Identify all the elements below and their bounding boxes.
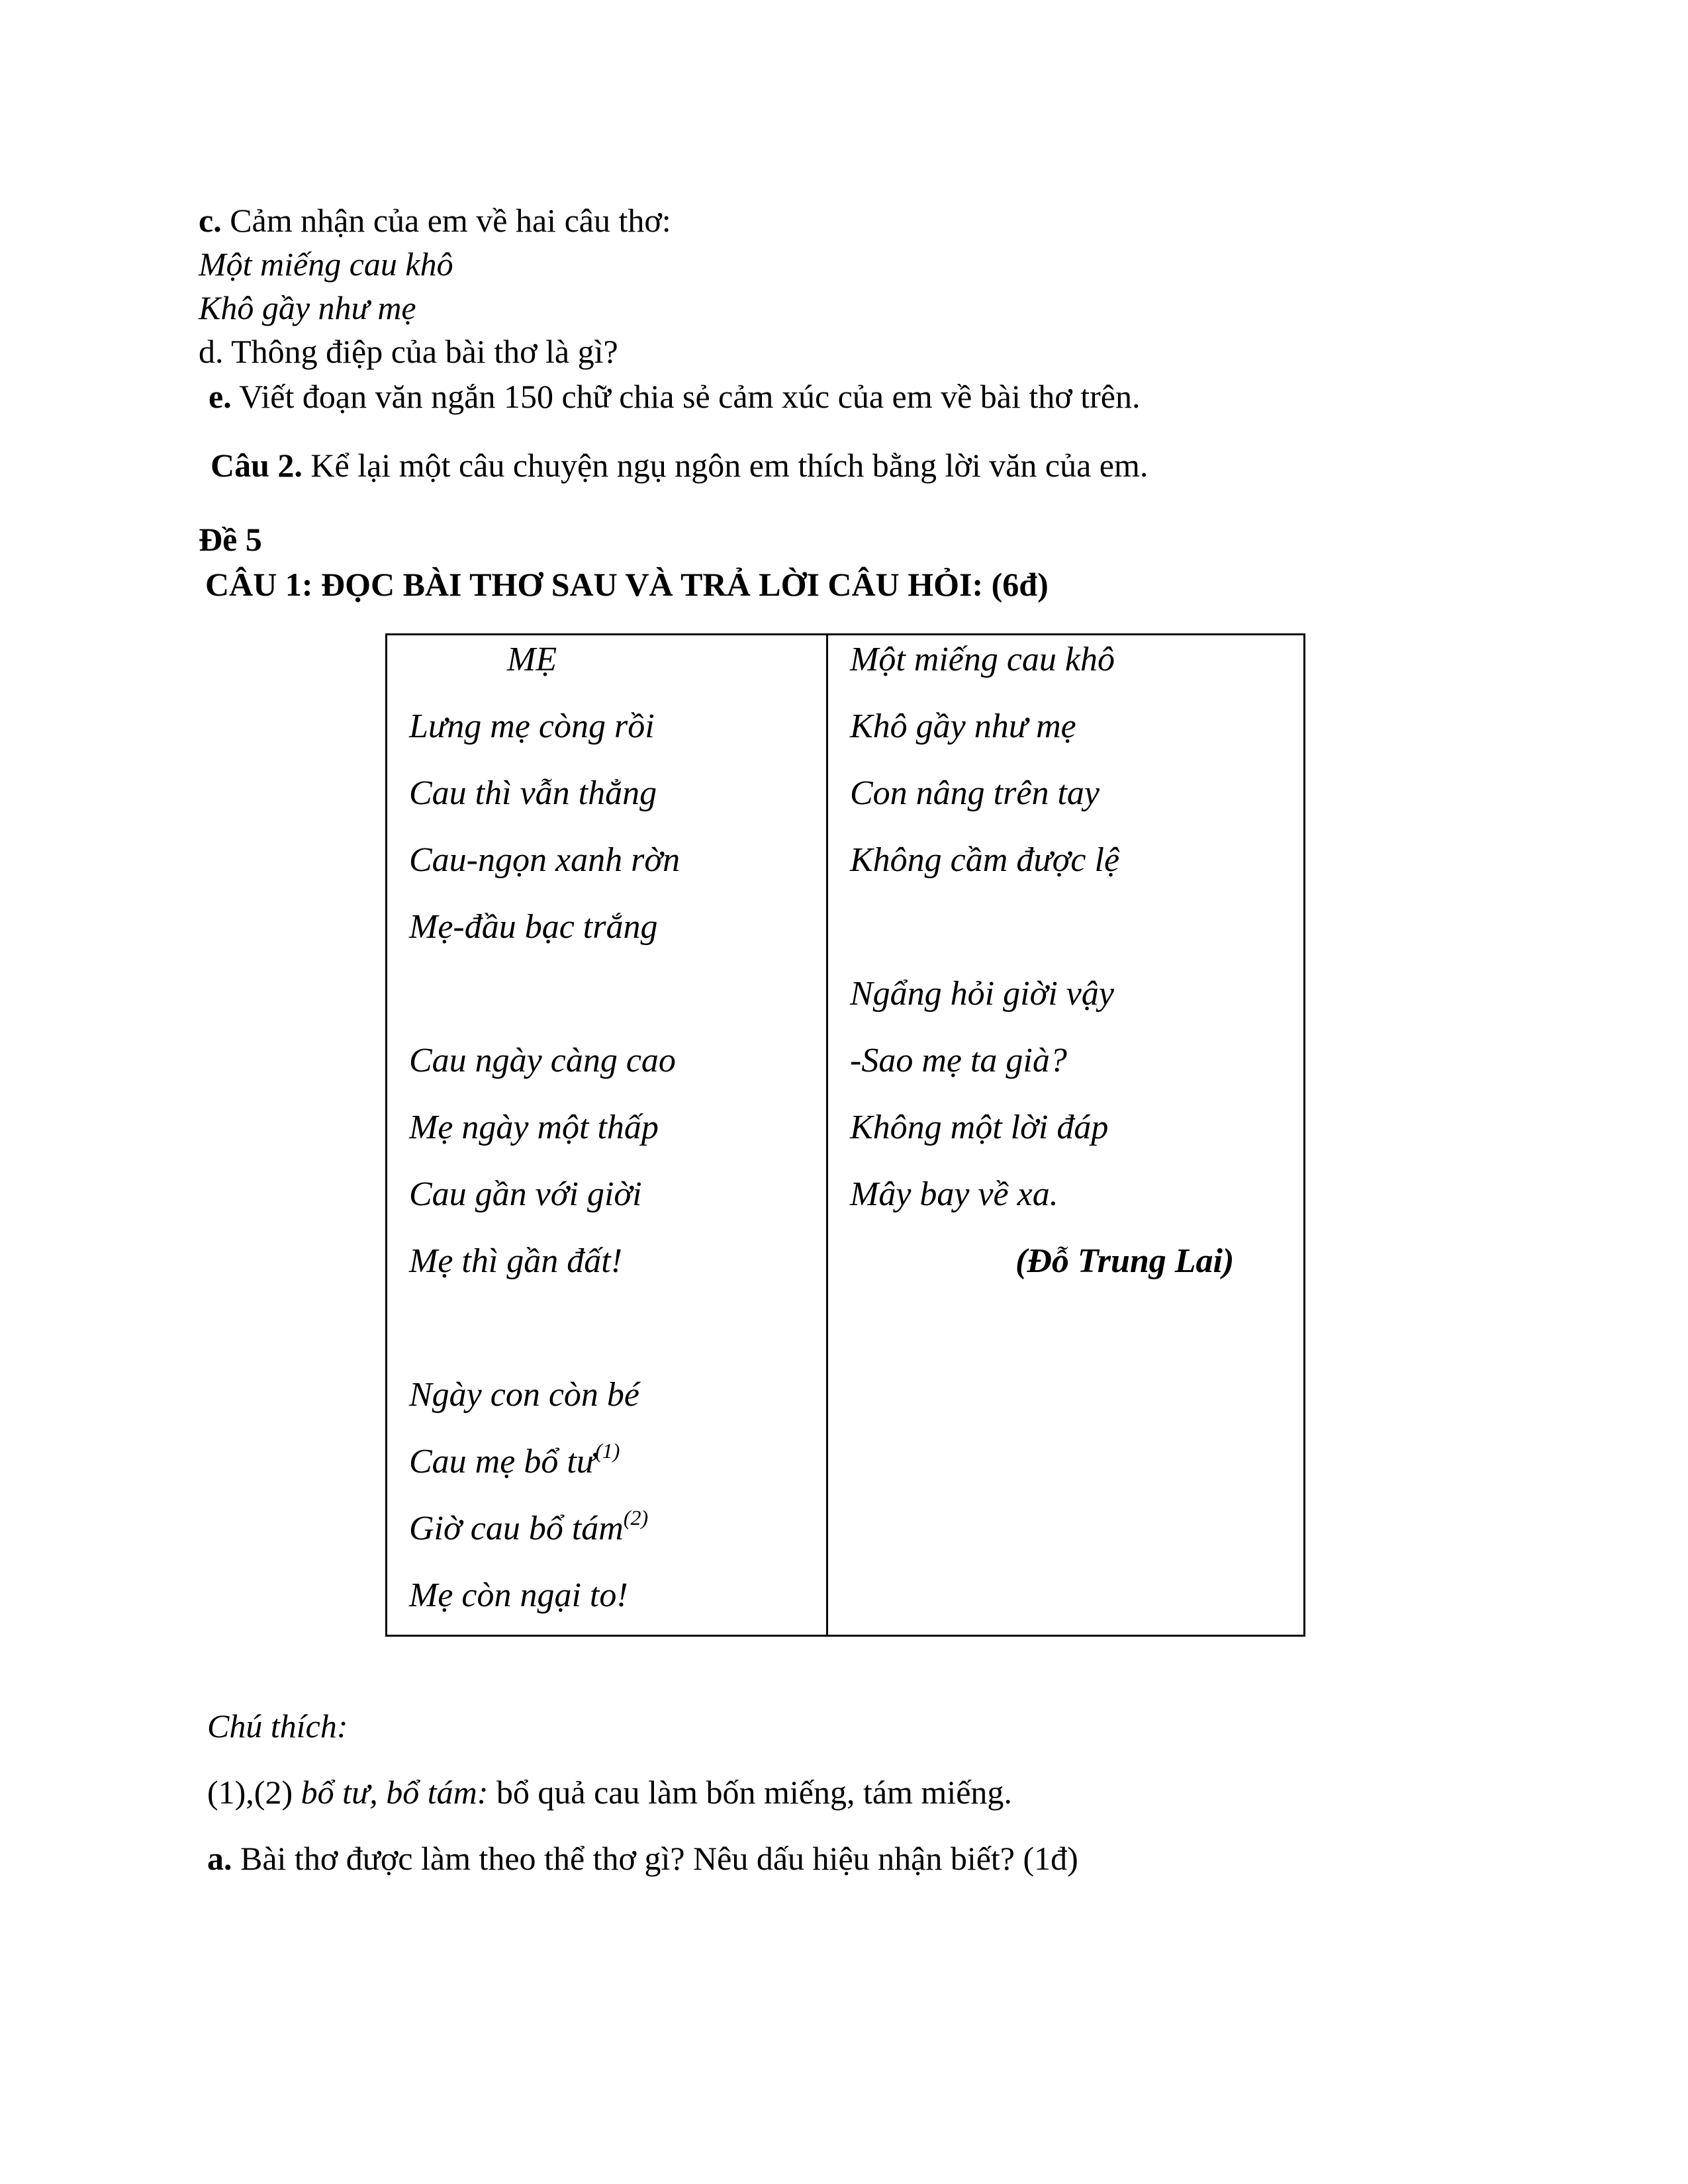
question-c-quote-line1: Một miếng cau khô — [199, 246, 453, 283]
poem-line: Mẹ thì gần đất! — [409, 1242, 623, 1280]
question-c-quote-line2: Khô gầy như mẹ — [199, 289, 416, 326]
cau1-heading: CÂU 1: ĐỌC BÀI THƠ SAU VÀ TRẢ LỜI CÂU HỎI: (6đ) — [205, 566, 1049, 603]
cau2-label: Câu 2. — [211, 447, 303, 484]
question-c-label: c. — [199, 202, 222, 239]
question-e-label: e. — [209, 378, 232, 415]
notes-definition — [207, 1770, 1012, 1814]
poem-stanza-break — [409, 970, 680, 1036]
poem-right-column — [850, 635, 1234, 1304]
poem-stanza-break — [850, 903, 1234, 970]
footnote-mark-2: (2) — [623, 1506, 649, 1529]
poem-line: Mẹ còn ngại to! — [409, 1576, 628, 1614]
poem-line: Khô gầy như mẹ — [850, 707, 1076, 745]
poem-line-with-note — [409, 1437, 680, 1504]
poem-line: Cau thì vẫn thẳng — [409, 774, 657, 812]
cau2 — [211, 443, 1148, 487]
notes-heading: Chú thích: — [207, 1707, 348, 1745]
poem-line: Một miếng cau khô — [850, 641, 1115, 678]
poem-line: Con nâng trên tay — [850, 774, 1100, 812]
poem-line: Cau ngày càng cao — [409, 1042, 676, 1079]
notes-definition-text: bổ quả cau làm bốn miếng, tám miếng. — [488, 1774, 1012, 1811]
poem-line-text: Giờ cau bổ tám — [409, 1510, 624, 1547]
notes-marks: (1),(2) — [207, 1774, 301, 1811]
poem-line: Không một lời đáp — [850, 1109, 1109, 1146]
poem-line: Lưng mẹ còng rồi — [409, 707, 655, 745]
poem-title: MẸ — [507, 641, 557, 678]
poem-line: Cau gần với giời — [409, 1175, 642, 1213]
poem-table — [385, 633, 1305, 1637]
question-c-text: Cảm nhận của em về hai câu thơ: — [221, 202, 671, 239]
question-e — [209, 375, 1140, 418]
poem-line-text: Cau mẹ bổ tư — [409, 1443, 596, 1480]
question-a-text: Bài thơ được làm theo thể thơ gì? Nêu dấu hiệu nhận biết? (1đ) — [232, 1840, 1078, 1877]
poem-line: Ngẩng hỏi giời vậy — [850, 975, 1114, 1013]
poem-line: Mẹ-đầu bạc trắng — [409, 908, 658, 946]
poem-line: -Sao mẹ ta già? — [850, 1042, 1067, 1079]
poem-line: Mẹ ngày một thấp — [409, 1109, 659, 1146]
poem-line: Ngày con còn bé — [409, 1376, 640, 1414]
poem-stanza-break — [409, 1304, 680, 1371]
question-e-text: Viết đoạn văn ngắn 150 chữ chia sẻ cảm xúc của em về bài thơ trên. — [231, 378, 1141, 415]
notes-terms: bổ tư, bổ tám: — [301, 1774, 489, 1811]
poem-line-with-note — [409, 1504, 680, 1571]
poem-line: Cau-ngọn xanh rờn — [409, 841, 680, 879]
de5-title: Đề 5 — [199, 521, 262, 558]
poem-line: Không cầm được lệ — [850, 841, 1120, 879]
question-a-label: a. — [207, 1840, 232, 1877]
footnote-mark-1: (1) — [595, 1439, 620, 1463]
poem-left-column — [409, 635, 680, 1638]
poem-column-divider — [826, 635, 828, 1635]
poem-line: Mây bay về xa. — [850, 1175, 1058, 1213]
question-a — [207, 1837, 1078, 1880]
question-d: d. Thông điệp của bài thơ là gì? — [199, 333, 618, 370]
poem-author: (Đỗ Trung Lai) — [1015, 1242, 1235, 1280]
question-c — [199, 199, 671, 242]
cau2-text: Kể lại một câu chuyện ngụ ngôn em thích bằng lời văn của em. — [302, 447, 1149, 484]
